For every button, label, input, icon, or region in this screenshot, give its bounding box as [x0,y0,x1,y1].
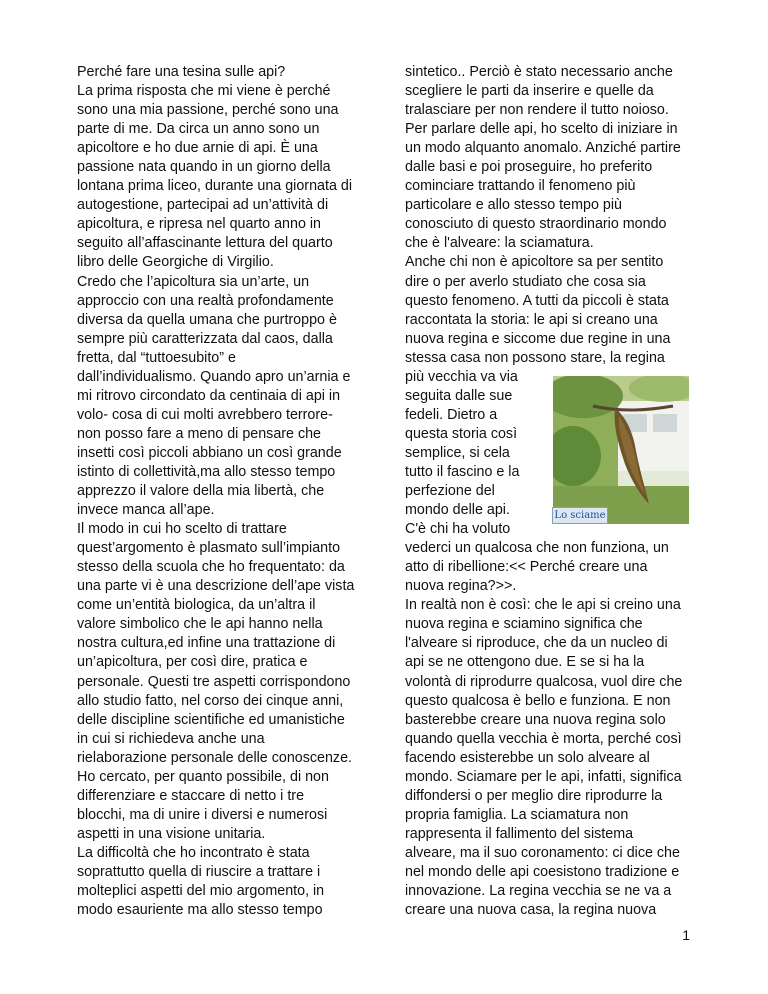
text-line: delle discipline scientifiche ed umanistiche [77,711,345,728]
text-line: scegliere le parti da inserire e quelle da [405,83,654,100]
text-line: La difficoltà che ho incontrato è stata [77,844,310,861]
text-line: tralasciare per non rendere il tutto noioso. [405,102,669,119]
text-line: cominciare trattando il fenomeno più [405,178,636,195]
text-line: quando quella vecchia è morta, perché così [405,730,682,747]
photo-caption: Lo sciame [552,507,608,524]
text-line: un’apicoltura, per così dire, pratica e [77,654,308,671]
text-line: dalle basi e poi proseguire, ho preferito [405,159,653,176]
text-line: l'alveare si riproduce, che da un nucleo di [405,635,668,652]
text-line: apprezzo il valore della mia libertà, che [77,483,325,500]
text-line: sintetico.. Perciò è stato necessario anche [405,64,673,80]
text-line: rielaborazione personale delle conoscenze. [77,749,352,766]
text-line: invece manca all’ape. [77,502,215,519]
text-line: Credo che l’apicoltura sia un’arte, un [77,273,310,290]
text-line: nuova regina?>>. [405,578,517,595]
text-line: fretta, dal “tuttoesubito” e [77,349,236,366]
text-line: non posso fare a meno di pensare che [77,425,322,442]
text-line: api se ne ottengono due. E se si ha la [405,654,645,671]
text-line: innovazione. La regina vecchia se ne va a [405,883,672,900]
text-line: nuova regina e sciamino significa che [405,616,643,633]
text-line: apicoltore e ho due arnie di api. È una [77,140,318,157]
text-line: passione nata quando in un giorno della [77,159,331,176]
text-line: seguita dalle sue [405,387,513,404]
text-line: libro delle Georgiche di Virgilio. [77,254,274,271]
text-line: raccontata la storia: le api si creano una [405,311,658,328]
text-line: nel mondo delle api coesistono tradizione e [405,863,680,880]
text-line: in cui si richiedeva anche una [77,730,265,747]
text-line: atto di ribellione:<< Perché creare una [405,559,648,576]
text-line: soprattutto quella di riuscire a trattare i [77,863,321,880]
text-line: volo- cosa di cui molti avrebbero terrore- [77,406,333,423]
text-line: parte di me. Da circa un anno sono un [77,121,320,138]
right-column-top-text [405,63,700,387]
text-line: diffondersi o per meglio dire riprodurre la [405,787,663,804]
text-line: un modo alquanto anomalo. Anziché partire [405,140,681,157]
text-line: questo fenomeno. A tutti da piccoli è stata [405,292,669,309]
text-line: nuova regina e siccome due regine in una [405,330,671,347]
text-line: molteplici aspetti del mio argomento, in [77,883,325,900]
text-line: come un’entità biologica, da un’altra il [77,597,316,614]
text-line: allo studio fatto, nel corso dei cinque anni, [77,692,344,709]
text-line: valore simbolico che le api hanno nella [77,616,323,633]
text-line: seguito all’affascinante lettura del quarto [77,235,333,252]
left-column [77,63,377,920]
text-line: lontana prima liceo, durante una giornata di [77,178,352,195]
text-line: In realtà non è così: che le api si creino una [405,597,681,614]
text-line: dire o per averlo studiato che cosa sia [405,273,646,290]
text-line: mondo delle api. [405,502,510,519]
text-line: blocchi, ma di unire i diversi e numerosi [77,806,328,823]
text-line: volontà di riprodurre qualcosa, vuol dire che [405,673,683,690]
right-column-wrapped-text [405,387,553,539]
text-line: questa storia così [405,425,518,442]
right-column-bottom-text [405,539,700,920]
swarm-photo [553,376,689,524]
text-line: mondo. Sciamare per le api, infatti, significa [405,768,682,785]
text-line: semplice, si cela [405,444,510,461]
text-line: facendo esisterebbe un solo alveare al [405,749,650,766]
text-line: Anche chi non è apicoltore sa per sentito [405,254,664,271]
text-line: rappresenta il fallimento del sistema [405,825,634,842]
text-line: apicoltura, e ripresa nel quarto anno in [77,216,321,233]
text-line: creare una nuova casa, la regina nuova [405,902,657,919]
text-line: sono una mia passione, perché sono una [77,102,339,119]
text-line: modo esauriente ma allo stesso tempo [77,902,323,919]
text-line: Il modo in cui ho scelto di trattare [77,521,287,538]
text-line: sempre più caratterizzata dal caos, dalla [77,330,333,347]
text-line: vederci un qualcosa che non funziona, un [405,540,669,557]
text-line: Per parlare delle api, ho scelto di iniziare in [405,121,678,138]
text-line: basterebbe creare una nuova regina solo [405,711,666,728]
text-line: approccio con una realtà profondamente [77,292,334,309]
text-line: perfezione del [405,483,495,500]
text-line: diversa da quella umana che purtroppo è [77,311,337,328]
text-line: aspetti in una visione unitaria. [77,825,266,842]
text-line: alveare, ma il suo coronamento: ci dice che [405,844,680,861]
text-line: una parte vi è una descrizione dell’ape vista [77,578,355,595]
text-line: dall’individualismo. Quando apro un’arnia e [77,368,351,385]
text-line: autogestione, partecipai ad un’attività di [77,197,329,214]
text-line: stesso della scuola che ho frequentato: da [77,559,345,576]
text-line: istinto di collettività,ma allo stesso tempo [77,463,336,480]
text-line: stessa casa non possono stare, la regina [405,349,665,366]
text-line: Perché fare una tesina sulle api? [77,64,286,80]
swarm-photo-image [553,376,689,524]
text-line: nostra cultura,ed infine una trattazione di [77,635,336,652]
text-line: quest’argomento è plasmato sull’impianto [77,540,341,557]
text-line: fedeli. Dietro a [405,406,498,423]
text-line: Ho cercato, per quanto possibile, di non [77,768,329,785]
text-line: C'è chi ha voluto [405,521,511,538]
text-line: insetti così piccoli abbiano un così grande [77,444,342,461]
page-number: 1 [682,927,690,943]
text-line: propria famiglia. La sciamatura non [405,806,629,823]
text-line: La prima risposta che mi viene è perché [77,83,331,100]
text-line: conosciuto di questo straordinario mondo [405,216,667,233]
text-line: personale. Questi tre aspetti corrispondono [77,673,351,690]
text-line: che è l'alveare: la sciamatura. [405,235,594,252]
text-line: più vecchia va via [405,368,518,385]
text-line: tutto il fascino e la [405,463,520,480]
text-line: differenziare e staccare di netto i tre [77,787,305,804]
text-line: particolare e allo stesso tempo più [405,197,622,214]
text-line: questo qualcosa è bello e funziona. E non [405,692,671,709]
text-line: mi ritrovo circondato da centinaia di api in [77,387,341,404]
